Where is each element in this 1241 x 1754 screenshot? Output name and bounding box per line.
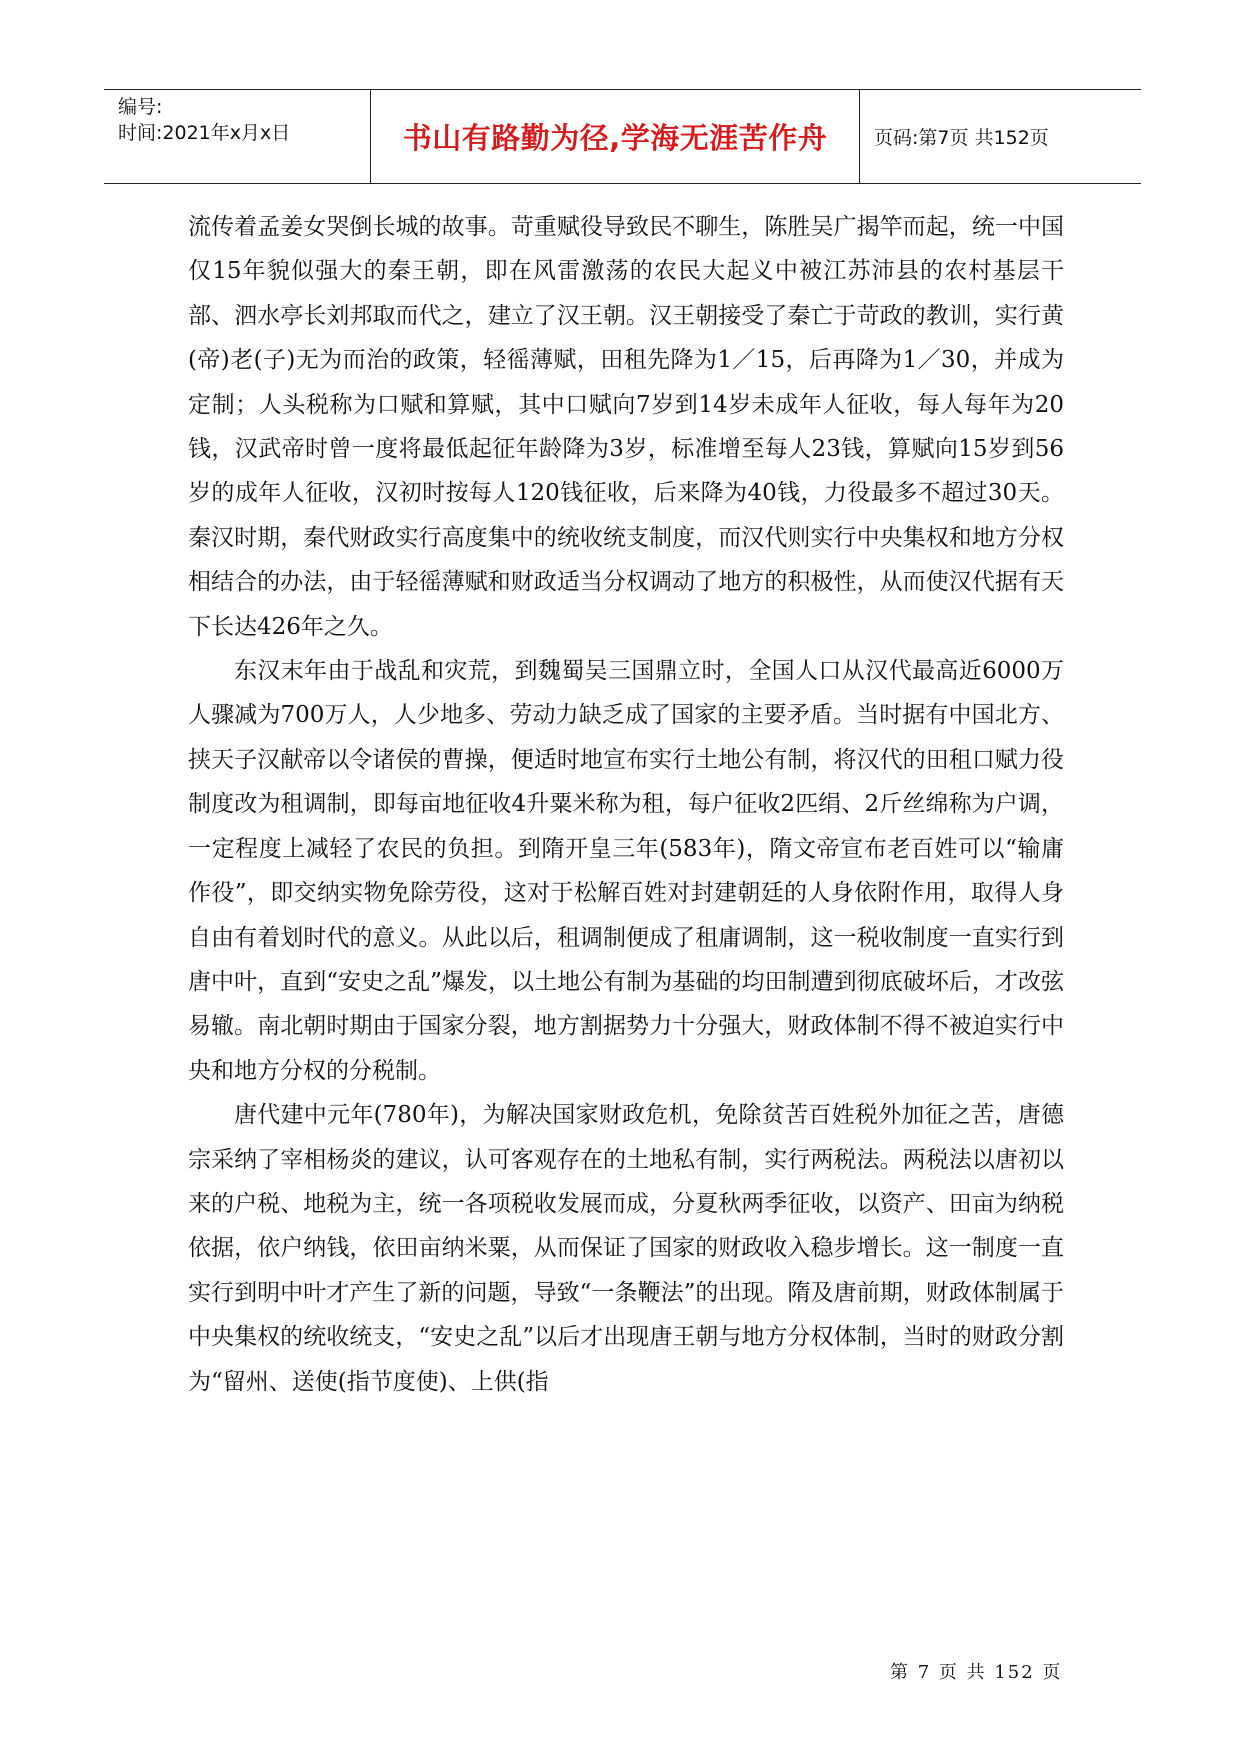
document-body: [188, 205, 1064, 1404]
header-page-info: 页码:第7页 共152页: [874, 127, 1049, 149]
header-motto: 书山有路勤为径,学海无涯苦作舟: [371, 90, 860, 183]
serial-label: 编号:: [118, 96, 163, 118]
paragraph: 流传着孟姜女哭倒长城的故事。苛重赋役导致民不聊生，陈胜吴广揭竿而起，统一中国仅15年貌似强大的秦王朝，即在风雷激荡的农民大起义中被江苏沛县的农村基层干部、泗水亭长刘邦取而代之，建立了汉王朝。汉王朝接受了秦亡于苛政的教训，实行黄(帝)老(子)无为而治的政策，轻徭薄赋，田租先降为1／15，后再降为1／30，并成为定制；人头税称为口赋和算赋，其中口赋向7岁到14岁未成年人征收，每人每年为20钱，汉武帝时曾一度将最低起征年龄降为3岁，标准增至每人23钱，算赋向15岁到56岁的成年人征收，汉初时按每人120钱征收，后来降为40钱，力役最多不超过30天。秦汉时期，秦代财政实行高度集中的统收统支制度，而汉代则实行中央集权和地方分权相结合的办法，由于轻徭薄赋和财政适当分权调动了地方的积极性，从而使汉代据有天下长达426年之久。: [188, 214, 1064, 640]
page-footer: 第 7 页 共 152 页: [890, 1662, 1063, 1683]
paragraph: 东汉末年由于战乱和灾荒，到魏蜀吴三国鼎立时，全国人口从汉代最高近6000万人骤减为700万人，人少地多、劳动力缺乏成了国家的主要矛盾。当时据有中国北方、挟天子汉献帝以令诸侯的曹操，便适时地宣布实行土地公有制，将汉代的田租口赋力役制度改为租调制，即每亩地征收4升粟米称为租，每户征收2匹绢、2斤丝绵称为户调，一定程度上减轻了农民的负担。到隋开皇三年(583年)，隋文帝宣布老百姓可以“输庸作役”，即交纳实物免除劳役，这对于松解百姓对封建朝廷的人身依附作用，取得人身自由有着划时代的意义。从此以后，租调制便成了租庸调制，这一税收制度一直实行到唐中叶，直到“安史之乱”爆发，以土地公有制为基础的均田制遭到彻底破坏后，才改弦易辙。南北朝时期由于国家分裂，地方割据势力十分强大，财政体制不得不被迫实行中央和地方分权的分税制。: [188, 658, 1064, 1084]
page-header: [104, 89, 1141, 184]
header-meta: [104, 90, 371, 183]
time-label: 时间:2021年x月x日: [118, 122, 291, 144]
paragraph: 唐代建中元年(780年)，为解决国家财政危机，免除贫苦百姓税外加征之苦，唐德宗采纳了宰相杨炎的建议，认可客观存在的土地私有制，实行两税法。两税法以唐初以来的户税、地税为主，统一各项税收发展而成，分夏秋两季征收，以资产、田亩为纳税依据，依户纳钱，依田亩纳米粟，从而保证了国家的财政收入稳步增长。这一制度一直实行到明中叶才产生了新的问题，导致“一条鞭法”的出现。隋及唐前期，财政体制属于中央集权的统收统支，“安史之乱”以后才出现唐王朝与地方分权体制，当时的财政分割为“留州、送使(指节度使)、上供(指: [188, 1102, 1064, 1395]
